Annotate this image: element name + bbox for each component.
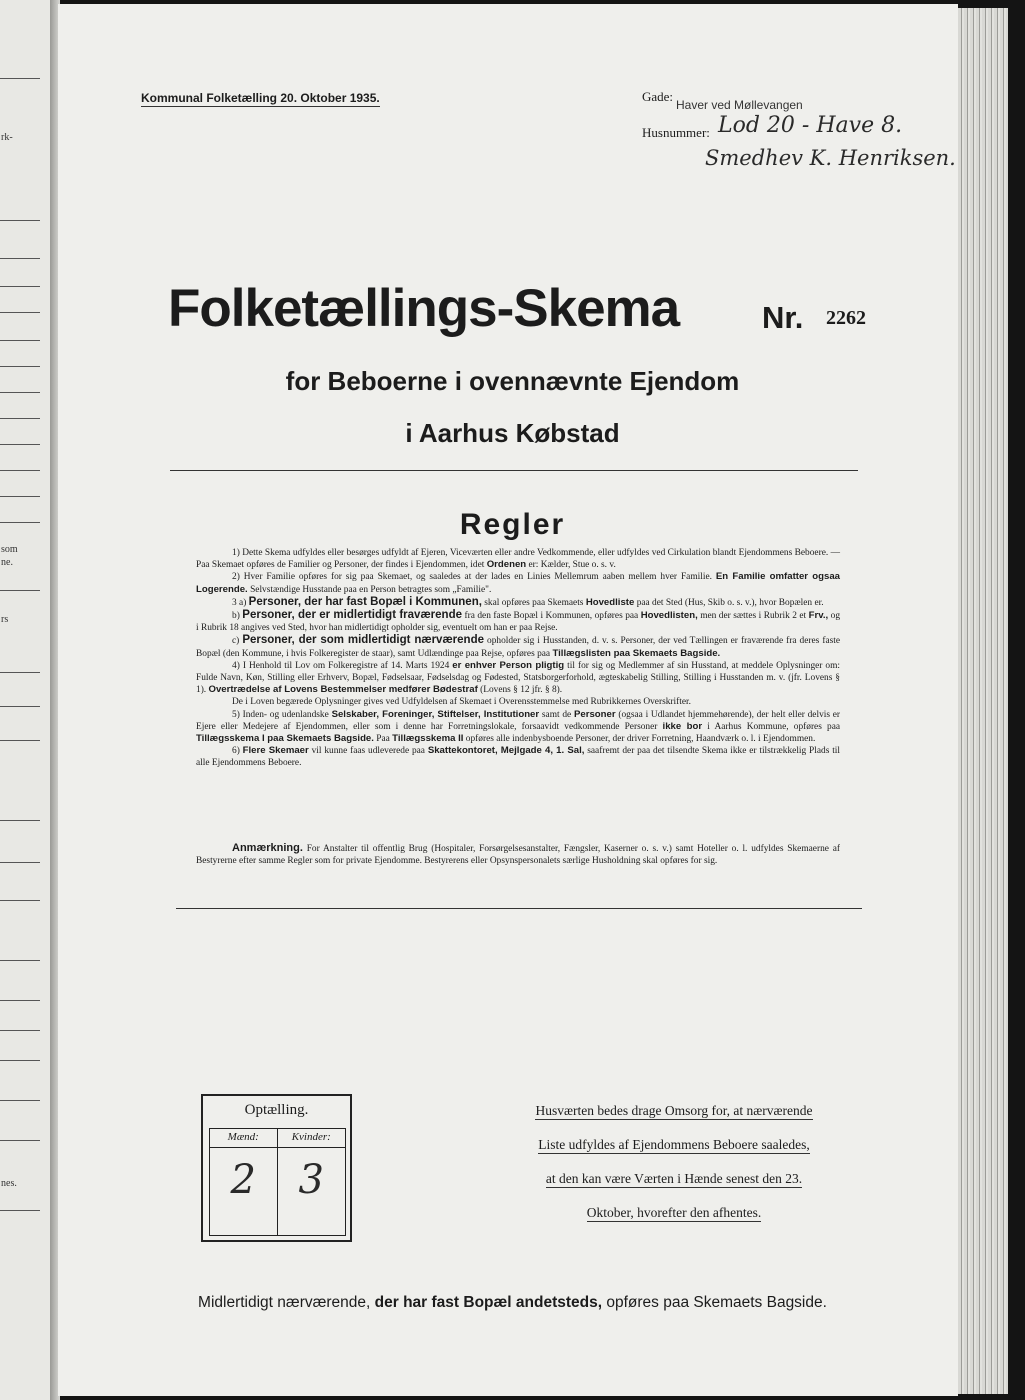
census-header: Kommunal Folketælling 20. Oktober 1935. [141, 91, 380, 105]
divider [278, 1147, 346, 1148]
prev-page-fragment: nes. [1, 1178, 17, 1189]
page-title: Folketællings-Skema [168, 279, 680, 338]
remark-label: Anmærkning. [232, 842, 303, 854]
rule-line [0, 312, 40, 313]
footer-note [0, 1294, 1025, 1312]
women-count: 3 [298, 1157, 324, 1203]
remark [196, 842, 840, 867]
rule-line [0, 740, 40, 741]
rule-line [0, 1210, 40, 1211]
street-value: Haver ved Møllevangen [676, 98, 803, 112]
prev-page-fragment: som [1, 544, 18, 555]
number-label: Nr. [762, 300, 804, 335]
notice-line: Oktober, hvorefter den afhentes. [586, 1205, 762, 1220]
rule-3c: c) Personer, der som midlertidigt nærværende opholder sig i Husstanden, d. v. s. Personer, der ved Tællingen er fraværende fra deres faste Bopæl (den Kommune, i hvis Folkeregister de staar), samt Udlændinge paa Rejse, opføres paa Tillægslisten paa Skemaets Bagside. [196, 634, 841, 659]
rule-line [0, 340, 40, 341]
remark-text: For Anstalter til offentlig Brug (Hospitaler, Forsørgelsesanstalter, Fængsler, Kaserner o. s. v.) samt Hoteller o. l. udfyldes Skemaerne af Bestyrerne efter samme Regler som for private Ejendomme. Bestyrerens eller Opsynspersonalets særlige Husholdning skal opføres for sig. [196, 844, 840, 867]
footer-bold: der har fast Bopæl andetsteds, [374, 1294, 603, 1311]
prev-page-fragment: rs [1, 614, 9, 625]
rule-5: 5) Inden- og udenlandske Selskaber, Foreninger, Stiftelser, Institutioner samt de Personer (ogsaa i Udlandet hjemmehørende), der helt eller delvis er Ejere eller Medejere af Ejendommen, eller som i denne har Forretningslokale, forsaavidt vedkommende Personer ikke bor i Aarhus Kommune, opføres paa Tillægsskema I paa Skemaets Bagside. Paa Tillægsskema II opføres alle indenbysboende Personer, der driver Forretning, Haandværk o. l. i Ejendommen. [196, 708, 841, 745]
men-column [210, 1129, 278, 1235]
women-label: Kvinder: [291, 1131, 331, 1143]
rule-line [0, 900, 40, 901]
rule-line [0, 220, 40, 221]
subtitle-city: i Aarhus Købstad [405, 418, 620, 448]
rule-line [0, 78, 40, 79]
rule-line [0, 1000, 40, 1001]
count-box [201, 1094, 352, 1242]
count-title: Optælling. [244, 1102, 309, 1118]
rule-3a: 3 a) Personer, der har fast Bopæl i Kommunen, skal opføres paa Skemaets Hovedliste paa det Sted (Hus, Skib o. s. v.), hvor Bopælen er. [232, 595, 824, 608]
rule-2: 2) Hver Familie opføres for sig paa Skemaet, og saaledes at der lades en Linies Mellemrum aaben mellem hver Familie. En Familie omfatter ogsaa Logerende. Selvstændige Husstande paa en Person betragtes som „Familie". [196, 571, 841, 595]
divider [170, 470, 858, 471]
rule-line [0, 820, 40, 821]
house-number-label: Husnummer: [642, 125, 710, 140]
footer-text: Midlertidigt nærværende, [198, 1294, 371, 1311]
notice-line: Liste udfyldes af Ejendommens Beboere saaledes, [538, 1137, 810, 1152]
rules-heading: Regler [459, 508, 566, 541]
rule-4-extra: De i Loven begærede Oplysninger gives ved Udfyldelsen af Skemaet i Overensstemmelse med Rubrikkernes Overskrifter. [232, 697, 691, 708]
rule-line [0, 496, 40, 497]
prev-page-fragment: rk- [1, 132, 13, 143]
divider [210, 1147, 277, 1148]
rule-line [0, 590, 40, 591]
form-number: 2262 [826, 307, 866, 329]
rule-3b: b) Personer, der er midlertidigt fraværende fra den faste Bopæl i Kommunen, opføres paa Hovedlisten, men der sættes i Rubrik 2 et Frv., og i Rubrik 18 angives ved Sted, hvor han midlertidigt opholder sig, eventuelt om han er paa Rejse. [196, 609, 841, 634]
footer-text: opføres paa Skemaets Bagside. [606, 1294, 827, 1311]
prev-page-fragment: ne. [1, 557, 13, 568]
count-table [209, 1128, 346, 1236]
house-number-value: Lod 20 - Have 8. [718, 113, 903, 138]
men-count: 2 [230, 1157, 256, 1203]
rule-line [0, 1060, 40, 1061]
page-edges [958, 8, 1008, 1394]
rule-1: 1) Dette Skema udfyldes eller besørges udfyldt af Ejeren, Viceværten eller andre Vedkommende, eller udfyldes ved Cirkulation blandt Ejendommens Beboere. — Paa Skemaet opføres de Familier og Personer, der findes i Ejendommen, idet Ordenen er: Kælder, Stue o. s. v. [196, 548, 840, 571]
rules-text [196, 547, 840, 770]
rule-4: 4) I Henhold til Lov om Folkeregistre af 14. Marts 1924 er enhver Person pligtig til for sig og Medlemmer af sin Husstand, at meddele Oplysninger om: Fulde Navn, Køn, Stilling eller Erhverv, Bopæl, Fødselsaar, Fødselsdag og Fødested, Statsborgerforhold, ægteskabelig Stilling, Stilling i Husstanden m. v. (jfr. Lovens § 1). Overtrædelse af Lovens Bestemmelser medfører Bødestraf (Lovens § 12 jfr. § 8). [196, 659, 841, 696]
rule-line [0, 672, 40, 673]
street-label: Gade: [642, 89, 674, 104]
rule-line [0, 862, 40, 863]
landlord-notice [503, 1094, 845, 1230]
notice-line: at den kan være Værten i Hænde senest den 23. [545, 1171, 803, 1186]
rule-line [0, 470, 40, 471]
rule-line [0, 1140, 40, 1141]
rule-line [0, 1100, 40, 1101]
men-label: Mænd: [227, 1131, 259, 1143]
rule-line [0, 258, 40, 259]
rule-line [0, 960, 40, 961]
women-column [278, 1129, 346, 1235]
subtitle: for Beboerne i ovennævnte Ejendom [285, 366, 740, 396]
handwritten-note: Smedhev K. Henriksen. [705, 146, 956, 170]
divider [176, 908, 862, 909]
notice-line: Husværten bedes drage Omsorg for, at nærværende [535, 1103, 813, 1118]
rule-line [0, 286, 40, 287]
rule-6: 6) Flere Skemaer vil kunne faas udleverede paa Skattekontoret, Mejlgade 4, 1. Sal, saafremt der paa det tilsendte Skema ikke er tilstrækkelig Plads til alle Ejendommens Beboere. [196, 745, 841, 769]
rule-line [0, 706, 40, 707]
previous-page-edge [0, 0, 52, 1400]
rule-line [0, 1030, 40, 1031]
